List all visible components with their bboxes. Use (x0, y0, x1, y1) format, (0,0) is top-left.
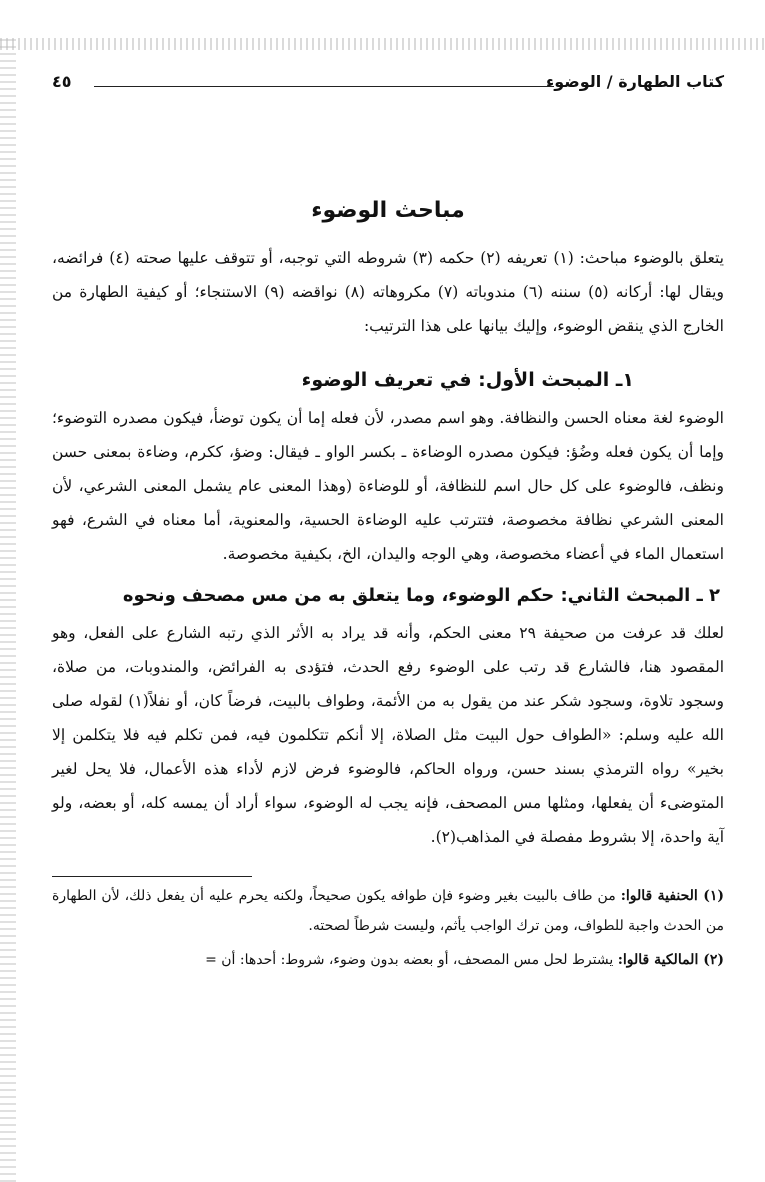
footnote-2 (52, 945, 724, 975)
footnote-2-label: (٢) المالكية قالوا: (617, 952, 724, 968)
book-page (52, 60, 724, 1140)
page-number: ٤٥ (52, 72, 72, 91)
footnote-rule (52, 876, 252, 877)
running-header (52, 60, 724, 94)
section-1-title: : في تعريف الوضوء (301, 369, 486, 391)
footnote-1-text: من طاف بالبيت بغير وضوء فإن طوافه يكون صحيحاً، ولكنه يحرم عليه أن يفعل ذلك، لأن الطهارة من الحدث واجبة للطواف، ومن ترك الواجب يأثم، وليست شرطاً لصحته. (52, 888, 724, 934)
section-1-heading (52, 369, 724, 391)
footnote-2-text: يشترط لحل مس المصحف، أو بعضه بدون وضوء، شروط: أحدها: أن = (205, 952, 618, 968)
section-2-body: لعلك قد عرفت من صحيفة ٢٩ معنى الحكم، وأنه قد يراد به الأثر الذي رتبه الشارع على الفعل، وهو المقصود هنا، فالشارع قد رتب على الوضوء رفع الحدث، فتؤدى به الفرائض، والمندوبات، من صلاة، وسجود تلاوة، وسجود شكر عند من يقول به من الأئمة، وطواف بالبيت، فرضاً كان، أو نفلاً(١) لقوله صلى الله عليه وسلم: «الطواف حول البيت مثل الصلاة، إلا أنكم تتكلمون فيه، فمن تكلم فيه فلا يتكلمن إلا بخير» رواه الترمذي بسند حسن، ورواه الحاكم، فالوضوء فرض لازم لأداء هذه الأعمال، فلا يحل لغير المتوضىء أن يفعلها، ومثلها مس المصحف، فإنه يجب له الوضوء، سواء أراد أن يمسه كله، أو بعضه، ولو آية واحدة، إلا بشروط مفصلة في المذاهب(٢). (52, 624, 724, 846)
section-2-label: ٢ ـ المبحث الثاني (567, 585, 720, 606)
decorative-border-left (0, 38, 16, 1182)
section-2-title: : حكم الوضوء، وما يتعلق به من مس مصحف ونحوه (122, 585, 568, 606)
footnote-1 (52, 881, 724, 941)
footnote-1-label: (١) الحنفية قالوا: (620, 888, 725, 904)
section-1-body: الوضوء لغة معناه الحسن والنظافة. وهو اسم مصدر، لأن فعله إما أن يكون توضأ، فيكون مصدره التوضوء؛ وإما أن يكون فعله وضُؤ: فيكون مصدره الوضاءة ـ بكسر الواو ـ فيقال: وضؤ، ككرم، وضاءة بمعنى حسن ونظف، فالوضوء على كل حال اسم للنظافة، أو للوضاءة (وهذا المعنى عام يشمل المعنى الشرعي، لأن المعنى الشرعي نظافة مخصوصة، فتترتب عليه الوضاءة الحسية، والمعنوية، أما معناه في الشرع، فهو استعمال الماء في أعضاء مخصوصة، وهي الوجه واليدان، الخ، بكيفية مخصوصة. (52, 409, 724, 563)
section-2-heading (52, 585, 724, 606)
intro-paragraph: يتعلق بالوضوء مباحث: (١) تعريفه (٢) حكمه (٣) شروطه التي توجبه، أو تتوقف عليها صحته (٤) فرائضه، ويقال لها: أركانه (٥) سننه (٦) مندوباته (٧) مكروهاته (٨) نواقضه (٩) الاستنجاء؛ أو كيفية الطهارة من الخارج الذي ينقض الوضوء، وإليك بيانها على هذا الترتيب: (52, 249, 724, 335)
section-1-label: ١ـ المبحث الأول (485, 369, 634, 391)
decorative-border-top (0, 38, 765, 50)
chapter-title: مباحث الوضوء (311, 198, 465, 223)
header-rule (94, 86, 554, 87)
running-title: كتاب الطهارة / الوضوء (546, 72, 724, 91)
